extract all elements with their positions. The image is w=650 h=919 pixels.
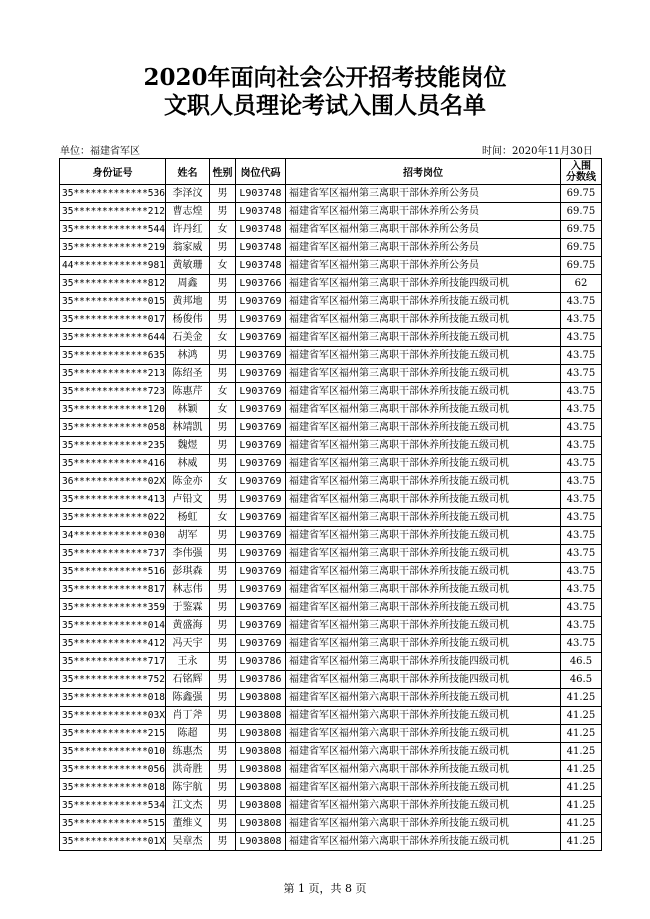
position-cell: 福建省军区福州第三离职干部休养所技能五级司机 xyxy=(285,455,560,473)
unit-label: 单位：福建省军区 xyxy=(60,146,140,157)
position-cell: 福建省军区福州第三离职干部休养所公务员 xyxy=(285,221,560,239)
table-row xyxy=(60,671,602,689)
name-cell: 杨俊伟 xyxy=(165,311,209,329)
gender-cell: 男 xyxy=(209,653,235,671)
position-code-cell: L903769 xyxy=(235,293,285,311)
gender-cell: 男 xyxy=(209,815,235,833)
position-cell: 福建省军区福州第三离职干部休养所技能五级司机 xyxy=(285,347,560,365)
gender-cell: 男 xyxy=(209,491,235,509)
gender-cell: 男 xyxy=(209,275,235,293)
name-cell: 李伟强 xyxy=(165,545,209,563)
position-code-cell: L903769 xyxy=(235,437,285,455)
position-cell: 福建省军区福州第六离职干部休养所技能五级司机 xyxy=(285,689,560,707)
gender-cell: 男 xyxy=(209,293,235,311)
position-code-cell: L903808 xyxy=(235,833,285,851)
gender-cell: 女 xyxy=(209,509,235,527)
gender-cell: 男 xyxy=(209,689,235,707)
table-row xyxy=(60,275,602,293)
score-cell: 41.25 xyxy=(560,815,601,833)
score-cell: 41.25 xyxy=(560,779,601,797)
name-cell: 黄邦地 xyxy=(165,293,209,311)
table-row xyxy=(60,239,602,257)
id-cell: 35*************752 xyxy=(60,671,166,689)
id-cell: 35*************536 xyxy=(60,185,166,203)
table-row xyxy=(60,473,602,491)
score-cell: 41.25 xyxy=(560,689,601,707)
gender-cell: 男 xyxy=(209,527,235,545)
score-cell: 41.25 xyxy=(560,761,601,779)
position-cell: 福建省军区福州第三离职干部休养所公务员 xyxy=(285,185,560,203)
gender-cell: 男 xyxy=(209,437,235,455)
position-code-cell: L903769 xyxy=(235,509,285,527)
position-cell: 福建省军区福州第六离职干部休养所技能五级司机 xyxy=(285,725,560,743)
name-cell: 吴章杰 xyxy=(165,833,209,851)
score-cell: 41.25 xyxy=(560,743,601,761)
col-header-name: 姓名 xyxy=(165,159,209,185)
score-cell: 41.25 xyxy=(560,725,601,743)
name-cell: 周鑫 xyxy=(165,275,209,293)
gender-cell: 男 xyxy=(209,707,235,725)
score-cell: 43.75 xyxy=(560,563,601,581)
score-cell: 43.75 xyxy=(560,329,601,347)
score-cell: 43.75 xyxy=(560,437,601,455)
id-cell: 35*************817 xyxy=(60,581,166,599)
gender-cell: 男 xyxy=(209,185,235,203)
name-cell: 林威 xyxy=(165,455,209,473)
position-code-cell: L903808 xyxy=(235,815,285,833)
score-cell: 46.5 xyxy=(560,653,601,671)
position-cell: 福建省军区福州第三离职干部休养所技能四级司机 xyxy=(285,275,560,293)
position-cell: 福建省军区福州第三离职干部休养所技能五级司机 xyxy=(285,599,560,617)
position-code-cell: L903808 xyxy=(235,725,285,743)
score-cell: 43.75 xyxy=(560,527,601,545)
gender-cell: 男 xyxy=(209,581,235,599)
position-code-cell: L903769 xyxy=(235,599,285,617)
name-cell: 石美金 xyxy=(165,329,209,347)
gender-cell: 男 xyxy=(209,545,235,563)
gender-cell: 男 xyxy=(209,761,235,779)
position-cell: 福建省军区福州第六离职干部休养所技能五级司机 xyxy=(285,743,560,761)
id-cell: 35*************120 xyxy=(60,401,166,419)
position-cell: 福建省军区福州第六离职干部休养所技能五级司机 xyxy=(285,779,560,797)
name-cell: 黄敏珊 xyxy=(165,257,209,275)
table-row xyxy=(60,527,602,545)
position-code-cell: L903786 xyxy=(235,671,285,689)
id-cell: 35*************056 xyxy=(60,761,166,779)
table-row xyxy=(60,635,602,653)
position-code-cell: L903769 xyxy=(235,347,285,365)
candidate-table xyxy=(59,158,602,851)
position-code-cell: L903786 xyxy=(235,653,285,671)
position-cell: 福建省军区福州第三离职干部休养所技能五级司机 xyxy=(285,311,560,329)
name-cell: 石铭辉 xyxy=(165,671,209,689)
id-cell: 36*************02X xyxy=(60,473,166,491)
id-cell: 35*************018 xyxy=(60,689,166,707)
table-header-row xyxy=(60,159,602,185)
table-row xyxy=(60,833,602,851)
score-cell: 41.25 xyxy=(560,707,601,725)
page-footer: 第 1 页，共 8 页 xyxy=(283,882,367,895)
id-cell: 35*************534 xyxy=(60,797,166,815)
position-code-cell: L903769 xyxy=(235,491,285,509)
score-cell: 43.75 xyxy=(560,473,601,491)
name-cell: 于鉴霖 xyxy=(165,599,209,617)
table-row xyxy=(60,743,602,761)
gender-cell: 女 xyxy=(209,383,235,401)
id-cell: 35*************235 xyxy=(60,437,166,455)
position-cell: 福建省军区福州第三离职干部休养所技能五级司机 xyxy=(285,491,560,509)
id-cell: 35*************717 xyxy=(60,653,166,671)
table-row xyxy=(60,761,602,779)
name-cell: 翁家威 xyxy=(165,239,209,257)
score-cell: 41.25 xyxy=(560,797,601,815)
id-cell: 35*************213 xyxy=(60,365,166,383)
table-row xyxy=(60,725,602,743)
position-code-cell: L903769 xyxy=(235,563,285,581)
col-header-score xyxy=(560,159,601,185)
id-cell: 35*************219 xyxy=(60,239,166,257)
score-cell: 43.75 xyxy=(560,311,601,329)
position-cell: 福建省军区福州第三离职干部休养所公务员 xyxy=(285,239,560,257)
gender-cell: 男 xyxy=(209,599,235,617)
score-cell: 41.25 xyxy=(560,833,601,851)
position-code-cell: L903769 xyxy=(235,635,285,653)
gender-cell: 女 xyxy=(209,401,235,419)
score-cell: 43.75 xyxy=(560,635,601,653)
col-header-id: 身份证号 xyxy=(60,159,166,185)
table-row xyxy=(60,545,602,563)
gender-cell: 女 xyxy=(209,257,235,275)
table-row xyxy=(60,509,602,527)
score-cell: 43.75 xyxy=(560,401,601,419)
position-cell: 福建省军区福州第六离职干部休养所技能五级司机 xyxy=(285,797,560,815)
table-row xyxy=(60,455,602,473)
id-cell: 35*************212 xyxy=(60,203,166,221)
table-row xyxy=(60,707,602,725)
gender-cell: 男 xyxy=(209,347,235,365)
score-cell: 43.75 xyxy=(560,419,601,437)
score-cell: 43.75 xyxy=(560,545,601,563)
name-cell: 练惠杰 xyxy=(165,743,209,761)
position-cell: 福建省军区福州第三离职干部休养所技能五级司机 xyxy=(285,527,560,545)
name-cell: 卢铅文 xyxy=(165,491,209,509)
id-cell: 35*************015 xyxy=(60,293,166,311)
score-cell: 43.75 xyxy=(560,581,601,599)
position-cell: 福建省军区福州第三离职干部休养所技能五级司机 xyxy=(285,401,560,419)
table-row xyxy=(60,797,602,815)
position-code-cell: L903766 xyxy=(235,275,285,293)
gender-cell: 男 xyxy=(209,239,235,257)
name-cell: 陈绍圣 xyxy=(165,365,209,383)
gender-cell: 男 xyxy=(209,725,235,743)
position-cell: 福建省军区福州第六离职干部休养所技能五级司机 xyxy=(285,761,560,779)
gender-cell: 女 xyxy=(209,473,235,491)
table-row xyxy=(60,437,602,455)
id-cell: 35*************635 xyxy=(60,347,166,365)
table-row xyxy=(60,563,602,581)
table-row xyxy=(60,383,602,401)
id-cell: 44*************981 xyxy=(60,257,166,275)
id-cell: 34*************030 xyxy=(60,527,166,545)
position-code-cell: L903808 xyxy=(235,743,285,761)
position-code-cell: L903769 xyxy=(235,617,285,635)
gender-cell: 女 xyxy=(209,329,235,347)
id-cell: 35*************01X xyxy=(60,833,166,851)
position-code-cell: L903748 xyxy=(235,185,285,203)
position-code-cell: L903808 xyxy=(235,707,285,725)
name-cell: 王永 xyxy=(165,653,209,671)
id-cell: 35*************737 xyxy=(60,545,166,563)
gender-cell: 男 xyxy=(209,617,235,635)
id-cell: 35*************017 xyxy=(60,311,166,329)
gender-cell: 男 xyxy=(209,563,235,581)
position-cell: 福建省军区福州第六离职干部休养所技能五级司机 xyxy=(285,833,560,851)
page-subtitle: 文职人员理论考试入围人员名单 xyxy=(164,92,486,119)
score-cell: 43.75 xyxy=(560,617,601,635)
position-code-cell: L903748 xyxy=(235,221,285,239)
position-code-cell: L903769 xyxy=(235,419,285,437)
gender-cell: 男 xyxy=(209,779,235,797)
gender-cell: 女 xyxy=(209,221,235,239)
table-row xyxy=(60,347,602,365)
name-cell: 肖丁斧 xyxy=(165,707,209,725)
position-cell: 福建省军区福州第六离职干部休养所技能五级司机 xyxy=(285,815,560,833)
name-cell: 杨虹 xyxy=(165,509,209,527)
position-cell: 福建省军区福州第三离职干部休养所技能五级司机 xyxy=(285,635,560,653)
table-row xyxy=(60,491,602,509)
position-code-cell: L903808 xyxy=(235,779,285,797)
name-cell: 陈超 xyxy=(165,725,209,743)
position-cell: 福建省军区福州第六离职干部休养所技能五级司机 xyxy=(285,707,560,725)
score-cell: 69.75 xyxy=(560,203,601,221)
position-code-cell: L903769 xyxy=(235,581,285,599)
position-code-cell: L903808 xyxy=(235,761,285,779)
table-row xyxy=(60,311,602,329)
score-cell: 43.75 xyxy=(560,383,601,401)
id-cell: 35*************812 xyxy=(60,275,166,293)
score-cell: 43.75 xyxy=(560,455,601,473)
score-cell: 62 xyxy=(560,275,601,293)
name-cell: 彭琪森 xyxy=(165,563,209,581)
position-cell: 福建省军区福州第三离职干部休养所技能五级司机 xyxy=(285,419,560,437)
table-row xyxy=(60,653,602,671)
position-code-cell: L903769 xyxy=(235,383,285,401)
position-cell: 福建省军区福州第三离职干部休养所技能五级司机 xyxy=(285,581,560,599)
position-code-cell: L903748 xyxy=(235,203,285,221)
id-cell: 35*************413 xyxy=(60,491,166,509)
position-code-cell: L903748 xyxy=(235,257,285,275)
score-cell: 43.75 xyxy=(560,599,601,617)
gender-cell: 男 xyxy=(209,671,235,689)
id-cell: 35*************215 xyxy=(60,725,166,743)
id-cell: 35*************723 xyxy=(60,383,166,401)
position-cell: 福建省军区福州第三离职干部休养所公务员 xyxy=(285,257,560,275)
gender-cell: 男 xyxy=(209,203,235,221)
id-cell: 35*************644 xyxy=(60,329,166,347)
gender-cell: 男 xyxy=(209,311,235,329)
date-label: 时间：2020年11月30日 xyxy=(482,146,593,157)
score-cell: 43.75 xyxy=(560,365,601,383)
table-row xyxy=(60,293,602,311)
col-header-score-line1: 入围 xyxy=(570,160,591,172)
name-cell: 林鸿 xyxy=(165,347,209,365)
score-cell: 69.75 xyxy=(560,221,601,239)
table-row xyxy=(60,689,602,707)
position-code-cell: L903769 xyxy=(235,527,285,545)
id-cell: 35*************010 xyxy=(60,743,166,761)
name-cell: 林志伟 xyxy=(165,581,209,599)
position-code-cell: L903769 xyxy=(235,473,285,491)
col-header-gender: 性别 xyxy=(209,159,235,185)
table-row xyxy=(60,221,602,239)
id-cell: 35*************416 xyxy=(60,455,166,473)
position-code-cell: L903769 xyxy=(235,365,285,383)
table-row xyxy=(60,779,602,797)
score-cell: 43.75 xyxy=(560,491,601,509)
position-code-cell: L903808 xyxy=(235,689,285,707)
id-cell: 35*************359 xyxy=(60,599,166,617)
position-cell: 福建省军区福州第三离职干部休养所技能五级司机 xyxy=(285,509,560,527)
name-cell: 陈金亦 xyxy=(165,473,209,491)
score-cell: 69.75 xyxy=(560,257,601,275)
gender-cell: 男 xyxy=(209,365,235,383)
name-cell: 魏煜 xyxy=(165,437,209,455)
name-cell: 陈宇航 xyxy=(165,779,209,797)
name-cell: 董维义 xyxy=(165,815,209,833)
name-cell: 洪奇胜 xyxy=(165,761,209,779)
gender-cell: 男 xyxy=(209,797,235,815)
gender-cell: 男 xyxy=(209,635,235,653)
name-cell: 冯天宇 xyxy=(165,635,209,653)
position-cell: 福建省军区福州第三离职干部休养所技能五级司机 xyxy=(285,437,560,455)
gender-cell: 男 xyxy=(209,833,235,851)
position-cell: 福建省军区福州第三离职干部休养所技能五级司机 xyxy=(285,563,560,581)
position-cell: 福建省军区福州第三离职干部休养所公务员 xyxy=(285,203,560,221)
table-row xyxy=(60,257,602,275)
position-cell: 福建省军区福州第三离职干部休养所技能五级司机 xyxy=(285,545,560,563)
table-row xyxy=(60,401,602,419)
id-cell: 35*************544 xyxy=(60,221,166,239)
position-cell: 福建省军区福州第三离职干部休养所技能五级司机 xyxy=(285,293,560,311)
name-cell: 胡军 xyxy=(165,527,209,545)
position-cell: 福建省军区福州第三离职干部休养所技能五级司机 xyxy=(285,383,560,401)
position-code-cell: L903769 xyxy=(235,329,285,347)
table-row xyxy=(60,185,602,203)
table-row xyxy=(60,581,602,599)
table-row xyxy=(60,599,602,617)
table-row xyxy=(60,329,602,347)
id-cell: 35*************058 xyxy=(60,419,166,437)
score-cell: 43.75 xyxy=(560,293,601,311)
name-cell: 林颖 xyxy=(165,401,209,419)
position-code-cell: L903748 xyxy=(235,239,285,257)
name-cell: 黄盛海 xyxy=(165,617,209,635)
position-cell: 福建省军区福州第三离职干部休养所技能五级司机 xyxy=(285,329,560,347)
position-cell: 福建省军区福州第三离职干部休养所技能四级司机 xyxy=(285,653,560,671)
table-row xyxy=(60,617,602,635)
score-cell: 69.75 xyxy=(560,239,601,257)
table-row xyxy=(60,365,602,383)
name-cell: 林靖凯 xyxy=(165,419,209,437)
gender-cell: 男 xyxy=(209,419,235,437)
score-cell: 43.75 xyxy=(560,509,601,527)
id-cell: 35*************516 xyxy=(60,563,166,581)
name-cell: 曹志煌 xyxy=(165,203,209,221)
position-cell: 福建省军区福州第三离职干部休养所技能五级司机 xyxy=(285,617,560,635)
page-title: 2020年面向社会公开招考技能岗位 xyxy=(143,64,507,91)
id-cell: 35*************412 xyxy=(60,635,166,653)
table-row xyxy=(60,815,602,833)
score-cell: 43.75 xyxy=(560,347,601,365)
name-cell: 陈鑫强 xyxy=(165,689,209,707)
gender-cell: 男 xyxy=(209,455,235,473)
table-row xyxy=(60,419,602,437)
gender-cell: 男 xyxy=(209,743,235,761)
id-cell: 35*************014 xyxy=(60,617,166,635)
id-cell: 35*************03X xyxy=(60,707,166,725)
position-code-cell: L903808 xyxy=(235,797,285,815)
name-cell: 许丹红 xyxy=(165,221,209,239)
id-cell: 35*************022 xyxy=(60,509,166,527)
id-cell: 35*************515 xyxy=(60,815,166,833)
col-header-score-line2: 分数线 xyxy=(565,171,596,183)
score-cell: 69.75 xyxy=(560,185,601,203)
position-code-cell: L903769 xyxy=(235,545,285,563)
position-code-cell: L903769 xyxy=(235,455,285,473)
score-cell: 46.5 xyxy=(560,671,601,689)
position-code-cell: L903769 xyxy=(235,401,285,419)
name-cell: 李泽汶 xyxy=(165,185,209,203)
name-cell: 江文杰 xyxy=(165,797,209,815)
col-header-code: 岗位代码 xyxy=(235,159,285,185)
name-cell: 陈惠芹 xyxy=(165,383,209,401)
id-cell: 35*************018 xyxy=(60,779,166,797)
position-cell: 福建省军区福州第三离职干部休养所技能四级司机 xyxy=(285,671,560,689)
position-cell: 福建省军区福州第三离职干部休养所技能五级司机 xyxy=(285,365,560,383)
table-row xyxy=(60,203,602,221)
position-code-cell: L903769 xyxy=(235,311,285,329)
position-cell: 福建省军区福州第三离职干部休养所技能五级司机 xyxy=(285,473,560,491)
col-header-position: 招考岗位 xyxy=(285,159,560,185)
